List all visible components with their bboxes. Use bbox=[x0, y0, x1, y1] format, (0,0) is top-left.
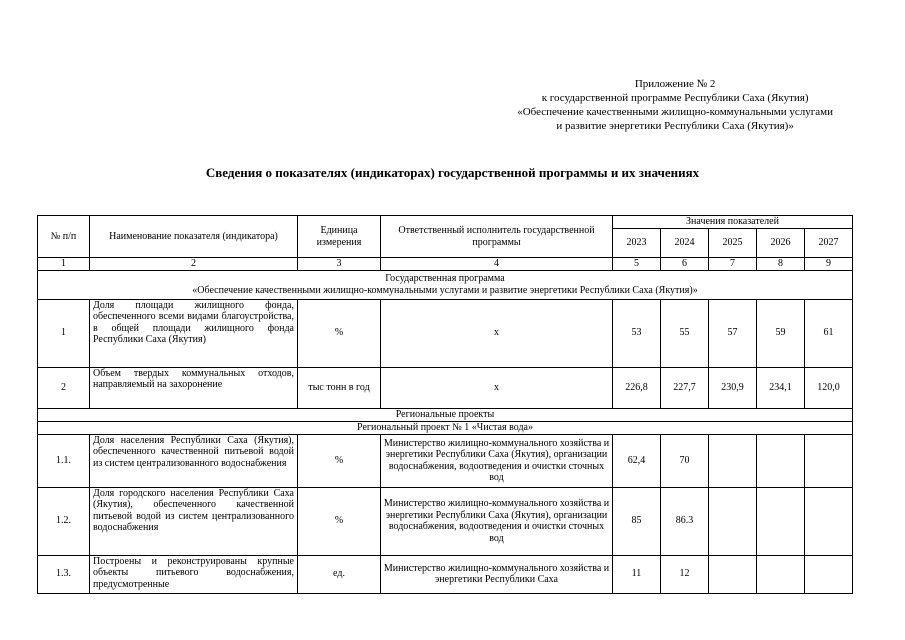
indicator-executor: х bbox=[381, 367, 613, 408]
table-row bbox=[38, 555, 853, 593]
section-row bbox=[38, 421, 853, 434]
value-cell: 12 bbox=[661, 555, 709, 593]
row-num: 1.2. bbox=[38, 487, 90, 555]
value-cell bbox=[757, 434, 805, 487]
table-row bbox=[38, 299, 853, 367]
column-number: 7 bbox=[709, 258, 757, 271]
regional-projects-heading: Региональные проекты bbox=[38, 408, 853, 421]
indicator-executor: Министерство жилищно-коммунального хозяйства и энергетики Республики Саха (Якутия), организации водоснабжения, водоотведения и очистки сточных вод bbox=[381, 487, 613, 555]
value-cell bbox=[709, 434, 757, 487]
header-executor: Ответственный исполнитель государственной программы bbox=[381, 216, 613, 258]
column-number: 4 bbox=[381, 258, 613, 271]
table-row bbox=[38, 487, 853, 555]
value-cell bbox=[805, 555, 853, 593]
value-cell: 85 bbox=[613, 487, 661, 555]
regional-project-heading: Региональный проект № 1 «Чистая вода» bbox=[38, 421, 853, 434]
value-cell bbox=[757, 487, 805, 555]
indicators-table bbox=[37, 215, 853, 594]
value-cell: 230,9 bbox=[709, 367, 757, 408]
appendix-line: «Обеспечение качественными жилищно-коммунальными услугами bbox=[517, 106, 833, 118]
header-year: 2027 bbox=[805, 229, 853, 258]
appendix-line: Приложение № 2 bbox=[634, 78, 716, 90]
column-number: 8 bbox=[757, 258, 805, 271]
column-number: 9 bbox=[805, 258, 853, 271]
value-cell bbox=[709, 487, 757, 555]
value-cell: 11 bbox=[613, 555, 661, 593]
value-cell bbox=[805, 487, 853, 555]
section-row bbox=[38, 408, 853, 421]
indicator-name: Доля площади жилищного фонда, обеспеченного всеми видами благоустройства, в общей площади жилищного фонда Республики Саха (Якутия) bbox=[90, 299, 298, 367]
value-cell: 53 bbox=[613, 299, 661, 367]
column-number: 3 bbox=[298, 258, 381, 271]
row-num: 1.1. bbox=[38, 434, 90, 487]
appendix-line: и развитие энергетики Республики Саха (Якутия)» bbox=[556, 120, 794, 132]
indicator-unit: ед. bbox=[298, 555, 381, 593]
document-title: Сведения о показателях (индикаторах) государственной программы и их значениях bbox=[205, 165, 700, 180]
value-cell: 55 bbox=[661, 299, 709, 367]
indicator-executor: Министерство жилищно-коммунального хозяйства и энергетики Республики Саха bbox=[381, 555, 613, 593]
column-number-row bbox=[38, 258, 853, 271]
indicator-name: Доля населения Республики Саха (Якутия), обеспеченного качественной питьевой водой из систем централизованного водоснабжения bbox=[90, 434, 298, 487]
value-cell: 226,8 bbox=[613, 367, 661, 408]
header-values: Значения показателей bbox=[613, 216, 853, 229]
header-year: 2024 bbox=[661, 229, 709, 258]
column-number: 5 bbox=[613, 258, 661, 271]
value-cell: 61 bbox=[805, 299, 853, 367]
indicator-name: Построены и реконструированы крупные объекты питьевого водоснабжения, предусмотренные bbox=[90, 555, 298, 593]
value-cell: 57 bbox=[709, 299, 757, 367]
header-name: Наименование показателя (индикатора) bbox=[90, 216, 298, 258]
indicator-unit: % bbox=[298, 487, 381, 555]
indicator-unit: % bbox=[298, 434, 381, 487]
value-cell bbox=[805, 434, 853, 487]
column-number: 1 bbox=[38, 258, 90, 271]
value-cell: 120,0 bbox=[805, 367, 853, 408]
column-number: 6 bbox=[661, 258, 709, 271]
header-num: № п/п bbox=[38, 216, 90, 258]
header-year: 2023 bbox=[613, 229, 661, 258]
row-num: 2 bbox=[38, 367, 90, 408]
indicator-executor: х bbox=[381, 299, 613, 367]
row-num: 1.3. bbox=[38, 555, 90, 593]
value-cell bbox=[709, 555, 757, 593]
indicator-unit: тыс тонн в год bbox=[298, 367, 381, 408]
indicator-name: Доля городского населения Республики Саха (Якутия), обеспеченного качественной питьевой водой из систем централизованного водоснабжения bbox=[90, 487, 298, 555]
row-num: 1 bbox=[38, 299, 90, 367]
indicator-unit: % bbox=[298, 299, 381, 367]
value-cell bbox=[757, 555, 805, 593]
column-number: 2 bbox=[90, 258, 298, 271]
indicator-name: Объем твердых коммунальных отходов, направляемый на захоронение bbox=[90, 367, 298, 408]
program-cell bbox=[38, 270, 853, 299]
program-label: Государственная программа bbox=[385, 273, 505, 284]
table-row bbox=[38, 434, 853, 487]
appendix-line: к государственной программе Республики Саха (Якутия) bbox=[541, 92, 809, 104]
value-cell: 86.3 bbox=[661, 487, 709, 555]
header-year: 2026 bbox=[757, 229, 805, 258]
header-year: 2025 bbox=[709, 229, 757, 258]
header-unit: Единица измерения bbox=[298, 216, 381, 258]
value-cell: 70 bbox=[661, 434, 709, 487]
value-cell: 59 bbox=[757, 299, 805, 367]
value-cell: 227,7 bbox=[661, 367, 709, 408]
table-row bbox=[38, 367, 853, 408]
appendix-block bbox=[517, 77, 833, 133]
value-cell: 62,4 bbox=[613, 434, 661, 487]
program-row bbox=[38, 270, 853, 299]
indicator-executor: Министерство жилищно-коммунального хозяйства и энергетики Республики Саха (Якутия), организации водоснабжения, водоотведения и очистки сточных вод bbox=[381, 434, 613, 487]
program-name: «Обеспечение качественными жилищно-коммунальными услугами и развитие энергетики Республики Саха (Якутия)» bbox=[192, 284, 698, 296]
value-cell: 234,1 bbox=[757, 367, 805, 408]
